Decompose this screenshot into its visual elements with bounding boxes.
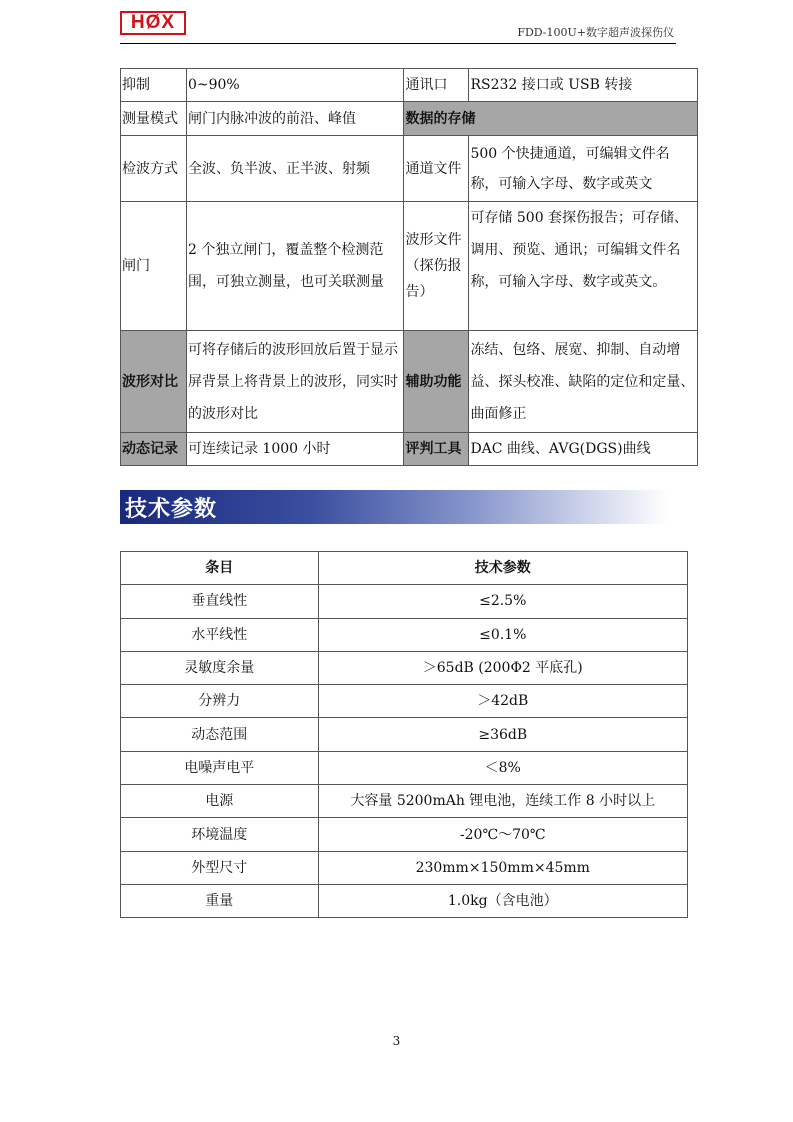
- feature-key: 通道文件: [404, 136, 469, 202]
- spec-item: 分辨力: [121, 685, 319, 718]
- spec-value: 1.0kg（含电池）: [318, 884, 688, 917]
- table-row: [121, 618, 688, 651]
- spec-value: ＞65dB (200Φ2 平底孔): [318, 651, 688, 684]
- feature-value: 可将存储后的波形回放后置于显示屏背景上将背景上的波形，同实时的波形对比: [186, 331, 404, 433]
- feature-key: 检波方式: [121, 136, 187, 202]
- spec-table: [120, 551, 688, 918]
- spec-item: 重量: [121, 884, 319, 917]
- logo-text: HØX: [130, 12, 176, 33]
- column-header: 条目: [121, 552, 319, 585]
- table-row: [121, 884, 688, 917]
- feature-key: 动态记录: [121, 433, 187, 466]
- column-header: 技术参数: [318, 552, 688, 585]
- header-title: FDD-100U+数字超声波探伤仪: [517, 26, 674, 39]
- table-row: [121, 751, 688, 784]
- spec-item: 垂直线性: [121, 585, 319, 618]
- table-row: [121, 818, 688, 851]
- spec-item: 外型尺寸: [121, 851, 319, 884]
- table-row: [121, 69, 698, 102]
- spec-item: 环境温度: [121, 818, 319, 851]
- feature-key: 抑制: [121, 69, 187, 102]
- feature-key: 闸门: [121, 202, 187, 331]
- feature-value: 全波、负半波、正半波、射频: [186, 136, 404, 202]
- feature-value: DAC 曲线、AVG(DGS)曲线: [469, 433, 698, 466]
- table-header-row: [121, 552, 688, 585]
- table-row: [121, 685, 688, 718]
- table-row: [121, 585, 688, 618]
- page-number: 3: [392, 1034, 401, 1048]
- spec-value: 230mm×150mm×45mm: [318, 851, 688, 884]
- spec-value: 大容量 5200mAh 锂电池，连续工作 8 小时以上: [318, 785, 688, 818]
- table-row: [121, 136, 698, 202]
- feature-value: 0~90%: [186, 69, 404, 102]
- table-row: [121, 651, 688, 684]
- table-row: [121, 785, 688, 818]
- feature-value: 闸门内脉冲波的前沿、峰值: [186, 102, 404, 136]
- feature-value: 2 个独立闸门，覆盖整个检测范围，可独立测量，也可关联测量: [186, 202, 404, 331]
- feature-value: 冻结、包络、展宽、抑制、自动增益、探头校准、缺陷的定位和定量、曲面修正: [469, 331, 698, 433]
- feature-key: 评判工具: [404, 433, 469, 466]
- table-row: [121, 202, 698, 331]
- spec-item: 电源: [121, 785, 319, 818]
- section-heading-cell: 数据的存储: [404, 102, 698, 136]
- feature-value: 可连续记录 1000 小时: [186, 433, 404, 466]
- feature-table: [120, 68, 698, 466]
- table-row: [121, 718, 688, 751]
- spec-item: 水平线性: [121, 618, 319, 651]
- table-row: [121, 851, 688, 884]
- feature-key: 通讯口: [404, 69, 469, 102]
- page-header: [120, 8, 676, 44]
- spec-value: ＜8%: [318, 751, 688, 784]
- spec-value: ＞42dB: [318, 685, 688, 718]
- spec-value: ≤0.1%: [318, 618, 688, 651]
- feature-key: 辅助功能: [404, 331, 469, 433]
- feature-value: RS232 接口或 USB 转接: [469, 69, 698, 102]
- spec-value: ≤2.5%: [318, 585, 688, 618]
- spec-item: 动态范围: [121, 718, 319, 751]
- spec-value: ≥36dB: [318, 718, 688, 751]
- section-title: 技术参数: [125, 497, 218, 522]
- spec-value: -20℃～70℃: [318, 818, 688, 851]
- feature-key: 波形对比: [121, 331, 187, 433]
- table-row: [121, 433, 698, 466]
- table-row: [121, 331, 698, 433]
- spec-item: 电噪声电平: [121, 751, 319, 784]
- feature-value: 可存储 500 套探伤报告；可存储、调用、预览、通讯；可编辑文件名称，可输入字母、数字或英文。: [469, 202, 698, 331]
- feature-value: 500 个快捷通道，可编辑文件名称，可输入字母、数字或英文: [469, 136, 698, 202]
- feature-key: 测量模式: [121, 102, 187, 136]
- section-banner: [120, 490, 668, 524]
- table-row: [121, 102, 698, 136]
- hox-logo: [120, 11, 186, 35]
- feature-key: 波形文件（探伤报告）: [404, 202, 469, 331]
- spec-item: 灵敏度余量: [121, 651, 319, 684]
